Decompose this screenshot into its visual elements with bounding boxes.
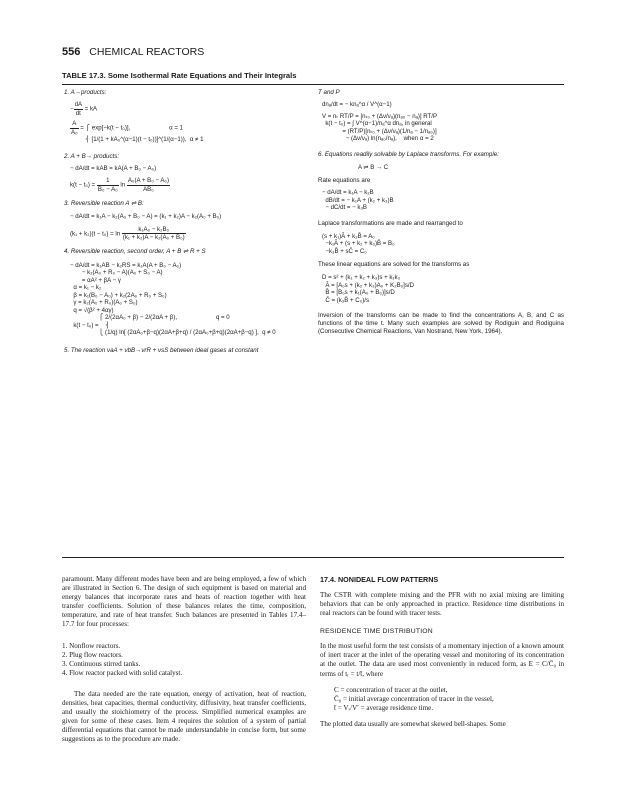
item-3-heading: 3. Reversible reaction A ⇌ B: bbox=[64, 200, 144, 207]
definition-item: C̄₀ = initial average concentration of tracer in the vessel, bbox=[334, 694, 494, 703]
right-paragraph-3: The plotted data usually are somewhat skewed bell-shapes. Some bbox=[320, 719, 506, 728]
laplace-label: Laplace transformations are made and rearranged to bbox=[318, 219, 463, 227]
subsection-title: RESIDENCE TIME DISTRIBUTION bbox=[320, 628, 433, 636]
equation-6a: − dA/dt = k₁A − k₂B dB/dt = − k₁A + (k₂ + k₃)B − dC/dt = − k₃B bbox=[322, 189, 394, 211]
item-6-heading: 6. Equations readily solvable by Laplace transforms. For example: bbox=[318, 150, 499, 158]
equation-2a: − dA/dt = kAB = kA(A + B₀ − A₀) bbox=[70, 164, 157, 172]
equation-1a: − $\frac{dA}{dt}$ = kA bbox=[70, 101, 98, 117]
running-title: CHEMICAL REACTORS bbox=[89, 46, 205, 58]
equation-2b: k(t − t₀) = $\frac{1}{\text{B₀ − A₀}}$ ln $\frac{\text{A₀(A + B₀ − A₀)}}{\text{AB₀}}$ bbox=[70, 177, 169, 193]
list-item: 2. Plug flow reactors. bbox=[62, 650, 123, 659]
body-right-column bbox=[320, 575, 564, 729]
equation-3b: (k₁ + k₂)(t − t₀) = ln $\frac{\text{k₁A₀ − k₂B₀}}{\text{(k₁ + k₂)A − k₂(A₀ + B₀)}}$ bbox=[70, 225, 185, 241]
item-2-heading: 2. A + B→ products: bbox=[64, 152, 120, 160]
table-right-column bbox=[318, 89, 564, 553]
body-left-column bbox=[62, 575, 306, 745]
right-heading: T and P bbox=[318, 89, 340, 96]
inversion-note: Inversion of the transforms can be made to find the concentrations A, B, and C as functions of the time t. Many such examples are solved by Rodiguin and Rodiguina (Consecutive Chemical Reactions, Van Nostrand, New York, 1964). bbox=[318, 312, 564, 335]
definition-item: C = concentration of tracer at the outlet, bbox=[334, 685, 448, 694]
right-paragraph-1: The CSTR with complete mixing and the PFR with no axial mixing are limiting behaviors that can be only approached in practice. Residence time distributions in real reactors can be found with tracer tests. bbox=[320, 591, 564, 618]
table-top-rule bbox=[62, 84, 564, 85]
definition-list bbox=[334, 686, 564, 713]
table-left-column bbox=[64, 89, 314, 553]
process-list bbox=[62, 642, 306, 678]
item-1-heading: 1. A→products: bbox=[64, 89, 107, 96]
equation-3a: − dA/dt = k₁A − k₂(A₀ + B₀ − A) = (k₁ + k₂)A − k₂(A₀ + B₀) bbox=[70, 213, 222, 220]
equation-6-scheme: A ⇌ B → C bbox=[358, 163, 389, 171]
equation-5a: dnₐ/dt = − knₐ^α / V^(α−1) bbox=[322, 101, 392, 108]
left-paragraph-2: The data needed are the rate equation, energy of activation, heat of reaction, densities, heat capacities, thermal conductivity, diffusivity, heat transfer coefficients, and usually the stoichiometry of the process. Simplified numerical examples are given for some of these cases. Item 4 requires the solution of a system of partial differential equations that cannot be made understandable in concise form, but some suggestions as to the procedure are made. bbox=[62, 689, 306, 744]
equation-1b: $\frac{A}{\text{A₀}}$ = ⎧ exp[−k(t − t₀)], α = 1 ⎨ [1/(1 + kA₀^(α−1)(t − t₀))]^(1/(α−1)), α ≠ 1 bbox=[71, 120, 204, 143]
equation-4: − dA/dt = k₁AB − k₂RS = k₁A(A + B₀ − A₀) − k₂(A₀ + R₀ − A)(A₀ + S₀ − A) = αA² + βA − γ α = k₁ − k₂ β = k₁(B₀ − A₀) + k₂(2A₀ + R₀ + S₀) γ = k₂(A₀ + R₀)(A₀ + S₀) q = √(β² + 4αγ) ⎧ 2/(2αA₀ + β) − 2/(2αA + β), q = 0 k(t − t₀) = ⎨ ⎩ (1/q) ln[ (2αA₀+β−q)(2αA+β+q) / (2αA₀+β+q)(2αA+β−q) ], q ≠ 0 bbox=[70, 261, 276, 336]
list-item: 3. Continuous stirred tanks. bbox=[62, 659, 141, 668]
equation-6c: D = s² + (k₁ + k₂ + k₃)s + k₁k₃ Ā = [A₀s + (k₂ + k₃)A₀ + K₂B₀]s/D B̄ = [B₀s + k₁(A₀ + B₀)]s/D C̄ = (k₃B̄ + C₀)/s bbox=[322, 274, 415, 304]
table-bottom-rule bbox=[62, 557, 564, 558]
definition-item: t̄ = Vᵣ/V′ = average residence time. bbox=[334, 703, 434, 712]
rate-equations-label: Rate equations are bbox=[318, 177, 371, 184]
equation-6b: (s + k₁)Ā + k₂B̄ = A₀ −k₁Ā + (s + k₂ + k₃)B̄ = B₀ −k₃B̄ + sC̄ = C₀ bbox=[322, 232, 395, 255]
list-item: 4. Flow reactor packed with solid catalyst. bbox=[62, 668, 183, 677]
equation-5b: V = nₜ RT/P = [nₜ₀ + (Δν/νₐ)(nₐ₀ − nₐ)] RT/P k(t − t₀) = ∫ V^(α−1)/nₐ^α dnₐ, in general = (RT/P)[nₜ₀ + (Δν/νₐ)(1/nₐ − 1/nₐ₀)] − (Δν/νₐ) ln(nₐ₀/nₐ), when α = 2 bbox=[322, 112, 438, 142]
linear-label: These linear equations are solved for the transforms as bbox=[318, 261, 470, 268]
running-header bbox=[62, 46, 204, 58]
right-paragraph-2: In the most useful form the test consists of a momentary injection of a known amount of inert tracer at the inlet of the operating vessel and monitoring of its concentration at the outlet. The data are used most conveniently in reduced form, as E = C/C̄₀ in terms of tᵣ = t/t̄, where bbox=[320, 642, 564, 678]
section-title: 17.4. NONIDEAL FLOW PATTERNS bbox=[320, 575, 439, 584]
table-caption: TABLE 17.3. Some Isothermal Rate Equations and Their Integrals bbox=[62, 71, 297, 80]
page-number: 556 bbox=[62, 46, 81, 58]
item-4-heading: 4. Reversible reaction, second order, A + B ⇌ R + S bbox=[64, 247, 206, 255]
list-item: 1. Nonflow reactors. bbox=[62, 641, 121, 650]
item-5-heading: 5. The reaction νaA + νbB→νrR + νsS between ideal gases at constant bbox=[64, 346, 259, 354]
left-paragraph-1: paramount. Many different modes have been and are being employed, a few of which are illustrated in Section 6. The design of such equipment is based on material and energy balances that incorporate rates and heats of reaction together with heat transfer coefficients. Solution of these balances relates the time, composition, temperature, and rate of heat transfer. Such balances are presented in Tables 17.4–17.7 for four processes: bbox=[62, 575, 306, 629]
